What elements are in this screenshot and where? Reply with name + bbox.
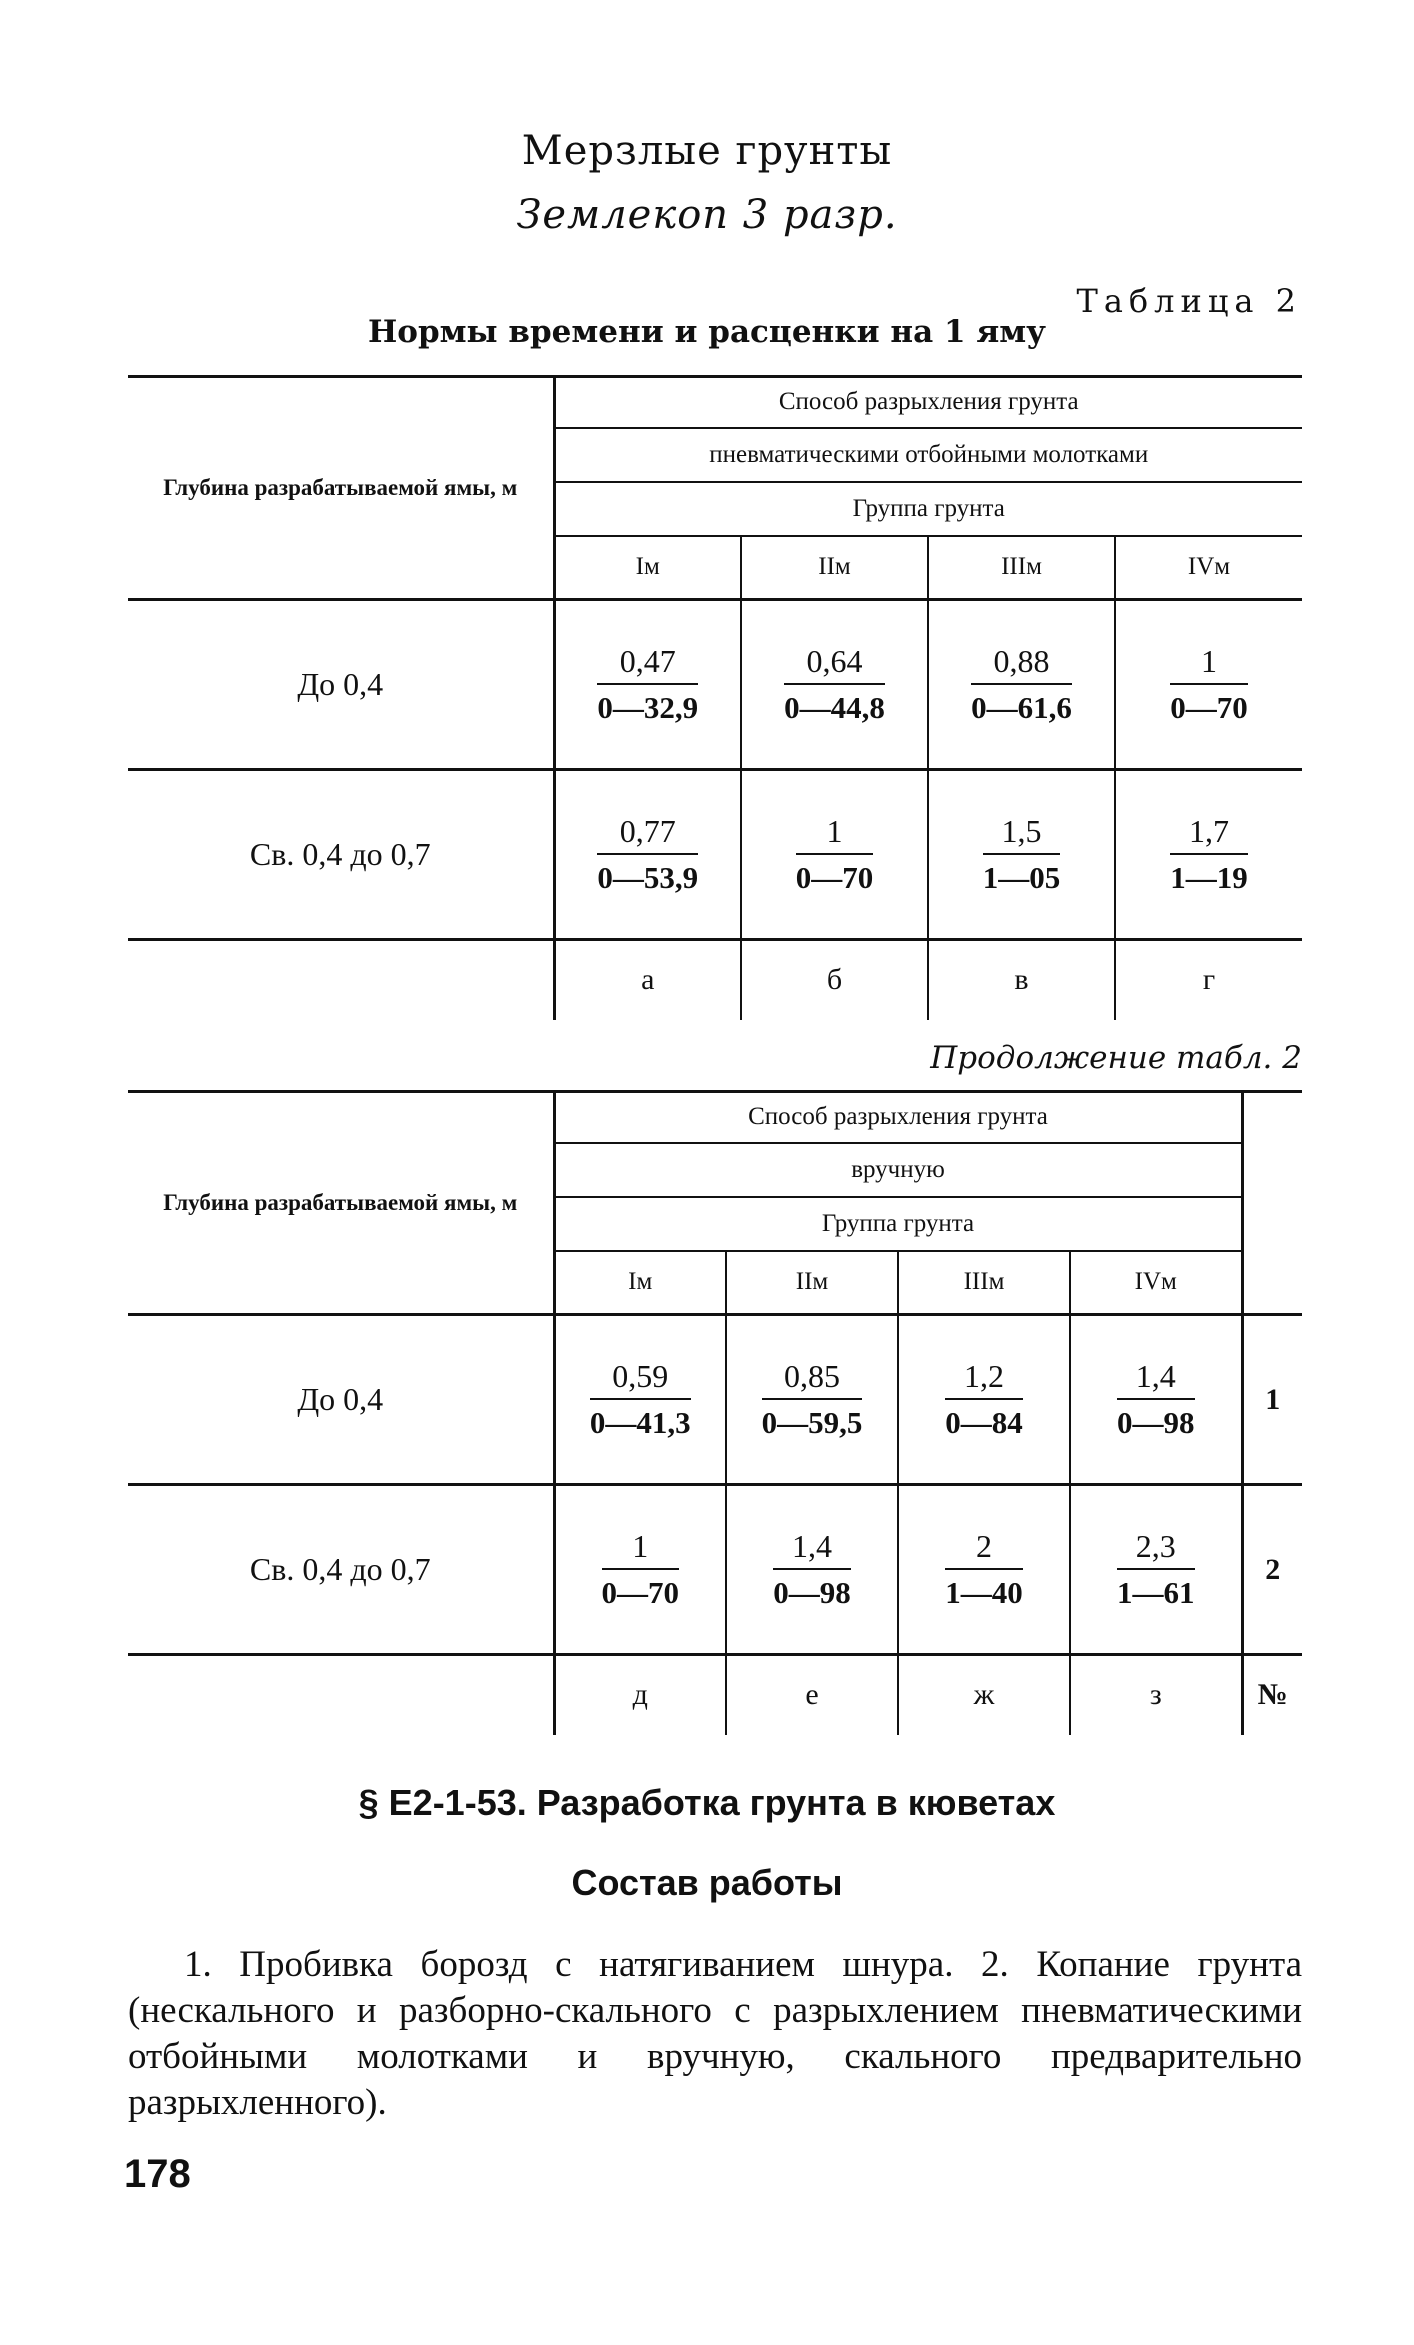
norm-cell [741, 600, 928, 770]
column-letters-row [128, 1655, 1302, 1735]
table-row [128, 770, 1302, 940]
rate: 0—59,5 [761, 1405, 863, 1441]
table-number: Таблица 2 [1076, 282, 1302, 320]
depth-header: Глубина разрабатываемой ямы, м [128, 1092, 554, 1315]
rate: 1—05 [982, 860, 1061, 896]
group-header: Группа грунта [554, 482, 1302, 536]
time-norm: 1 [1170, 644, 1248, 685]
group-label: Iм [554, 1251, 726, 1315]
table-caption: Нормы времени и расценки на 1 яму [367, 314, 1047, 350]
time-norm: 2,3 [1117, 1529, 1195, 1570]
work-description: 1. Пробивка борозд с натягиванием шнура. 2. Копание грунта (нескального и разборно-скального с разрыхлением пневматическими отбойными молотками и вручную, скального предварительно разрыхленного). [128, 1944, 1302, 2123]
time-norm: 0,77 [597, 814, 698, 855]
norm-cell [928, 600, 1115, 770]
norm-cell [554, 600, 741, 770]
time-norm: 1,4 [773, 1529, 851, 1570]
group-label: IVм [1070, 1251, 1242, 1315]
time-norm: 0,64 [784, 644, 885, 685]
time-norm: 0,88 [971, 644, 1072, 685]
group-label: Iм [554, 536, 741, 600]
rate: 1—61 [1117, 1575, 1195, 1611]
depth-header: Глубина разрабатываемой ямы, м [128, 377, 554, 600]
group-label: IIIм [898, 1251, 1070, 1315]
rate: 0—32,9 [597, 690, 699, 726]
norm-cell [554, 1315, 726, 1485]
group-label: IIм [741, 536, 928, 600]
column-letter: ж [898, 1655, 1070, 1735]
time-norm: 0,85 [762, 1359, 863, 1400]
norm-cell [1070, 1485, 1242, 1655]
rate: 0—98 [1117, 1405, 1195, 1441]
rate: 0—61,6 [971, 690, 1072, 726]
time-norm: 0,47 [597, 644, 698, 685]
norms-table-pneumatic [128, 375, 1302, 1020]
group-label: IIм [726, 1251, 898, 1315]
norm-cell [726, 1315, 898, 1485]
column-letter: д [554, 1655, 726, 1735]
column-letter: з [1070, 1655, 1242, 1735]
column-letter: б [741, 940, 928, 1020]
method-header: Способ разрыхления грунта [554, 1092, 1242, 1143]
norms-table-manual [128, 1090, 1302, 1735]
group-header: Группа грунта [554, 1197, 1242, 1251]
time-norm: 1 [796, 814, 874, 855]
norm-cell [1115, 600, 1302, 770]
time-norm: 1,5 [983, 814, 1061, 855]
continuation-caption: Продолжение табл. 2 [930, 1040, 1302, 1076]
row-number: 1 [1242, 1315, 1302, 1485]
norm-cell [741, 770, 928, 940]
column-letter: е [726, 1655, 898, 1735]
norm-cell [554, 770, 741, 940]
time-norm: 1,2 [945, 1359, 1023, 1400]
row-label: Св. 0,4 до 0,7 [128, 770, 554, 940]
composition-title: Состав работы [571, 1862, 843, 1903]
page-title: Мерзлые грунты [521, 128, 893, 174]
rate: 0—70 [601, 1575, 679, 1611]
number-label: № [1257, 1678, 1288, 1712]
section-title: § Е2-1-53. Разработка грунта в кюветах [358, 1782, 1056, 1823]
rate: 0—44,8 [784, 690, 885, 726]
row-label: Св. 0,4 до 0,7 [128, 1485, 554, 1655]
norm-cell [898, 1485, 1070, 1655]
norm-cell [1070, 1315, 1242, 1485]
time-norm: 1,7 [1170, 814, 1248, 855]
row-number: 2 [1242, 1485, 1302, 1655]
norm-cell [1115, 770, 1302, 940]
table-row [128, 1315, 1302, 1485]
group-label: IVм [1115, 536, 1302, 600]
rate: 0—84 [945, 1405, 1023, 1441]
group-label: IIIм [928, 536, 1115, 600]
norm-cell [898, 1315, 1070, 1485]
method-name: вручную [554, 1143, 1242, 1197]
table-row [128, 600, 1302, 770]
rate: 0—98 [773, 1575, 851, 1611]
norm-cell [928, 770, 1115, 940]
time-norm: 1 [602, 1529, 680, 1570]
rate: 1—19 [1170, 860, 1248, 896]
time-norm: 2 [945, 1529, 1023, 1570]
table-row [128, 1485, 1302, 1655]
row-label: До 0,4 [128, 1315, 554, 1485]
norm-cell [554, 1485, 726, 1655]
column-letter: в [928, 940, 1115, 1020]
time-norm: 0,59 [590, 1359, 691, 1400]
row-label: До 0,4 [128, 600, 554, 770]
method-name: пневматическими отбойными молотками [554, 428, 1302, 482]
column-letter: г [1202, 963, 1216, 997]
rate: 0—70 [795, 860, 874, 896]
norm-cell [726, 1485, 898, 1655]
method-header: Способ разрыхления грунта [554, 377, 1302, 428]
worker-category: Землекоп 3 разр. [516, 192, 898, 238]
rate: 0—70 [1170, 690, 1248, 726]
column-letter: а [554, 940, 741, 1020]
rate: 0—41,3 [589, 1405, 691, 1441]
column-letters-row [128, 940, 1302, 1020]
rate: 0—53,9 [597, 860, 699, 896]
rate: 1—40 [945, 1575, 1023, 1611]
page-number: 178 [124, 2152, 191, 2196]
time-norm: 1,4 [1117, 1359, 1195, 1400]
